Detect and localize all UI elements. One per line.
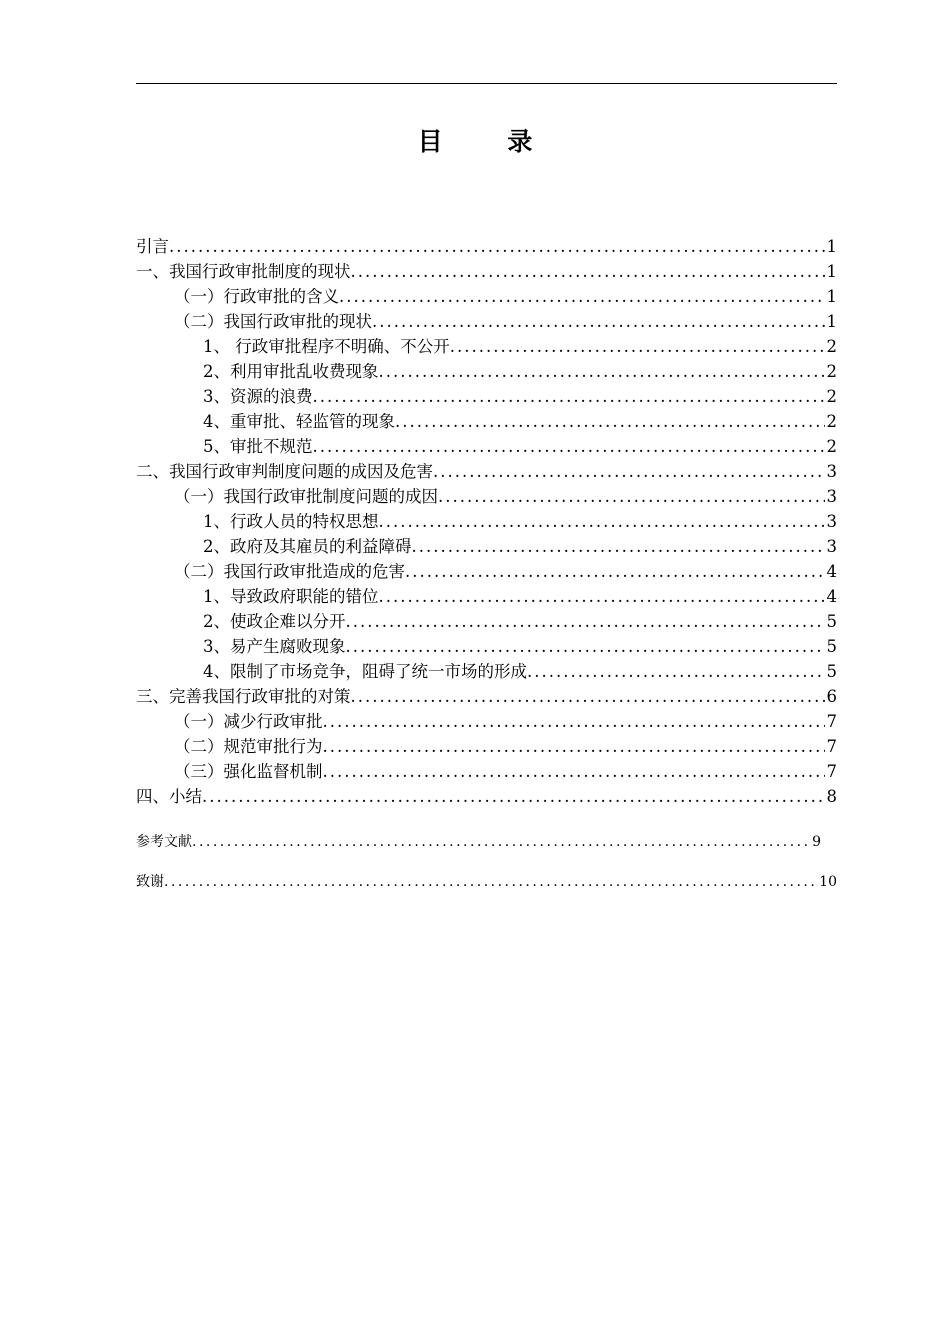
toc-page-number: 7 [826,712,837,731]
toc-entry[interactable] [136,784,837,809]
toc-page-number: 3 [826,537,837,556]
toc-entry[interactable] [136,284,837,309]
toc-entry[interactable] [136,459,837,484]
toc-entry-text: （二）我国行政审批的现状 [174,312,372,331]
toc-page-number: 10 [819,874,837,890]
leader-dots [346,634,825,659]
toc-entry-text: 致谢 [136,874,164,890]
toc-page-number: 7 [826,762,837,781]
toc-entry-text: 参考文献 [136,834,192,850]
leader-dots [438,484,825,509]
toc-page-number: 4 [826,587,837,606]
toc-entry-text: （一）我国行政审批制度问题的成因 [174,487,438,506]
toc-entry-text: （三）强化监督机制 [174,762,323,781]
toc-entry[interactable] [136,734,837,759]
toc-entry[interactable] [136,509,837,534]
leader-dots [192,832,810,852]
toc-entry[interactable] [136,659,837,684]
toc-entry-text: 3、易产生腐败现象 [203,637,346,656]
toc-entry-text: 三、完善我国行政审批的对策 [136,687,351,706]
toc-entry-text: （二）我国行政审批造成的危害 [174,562,405,581]
leader-dots [313,384,825,409]
toc-entry-text: 3、资源的浪费 [203,387,313,406]
table-of-contents [136,234,837,809]
back-matter [136,832,837,912]
toc-entry[interactable] [136,759,837,784]
toc-page-number: 9 [812,834,821,850]
toc-page-number: 7 [826,737,837,756]
toc-entry[interactable] [136,584,837,609]
toc-page-number: 5 [826,612,837,631]
toc-entry[interactable] [136,434,837,459]
toc-entry[interactable] [136,609,837,634]
toc-page-number: 4 [826,562,837,581]
toc-entry[interactable] [136,684,837,709]
toc-entry-text: 2、政府及其雇员的利益障碍 [203,537,412,556]
leader-dots [323,709,825,734]
toc-entry[interactable] [136,484,837,509]
page-title: 目 录 [417,127,561,156]
toc-page-number: 8 [826,787,837,806]
toc-entry-text: 1、 行政审批程序不明确、不公开 [203,337,450,356]
toc-page-number: 5 [826,662,837,681]
toc-page-number: 5 [826,637,837,656]
header-rule [136,83,837,84]
toc-entry[interactable] [136,709,837,734]
toc-entry[interactable] [136,534,837,559]
leader-dots [450,334,825,359]
toc-entry[interactable] [136,384,837,409]
toc-entry-text: 1、行政人员的特权思想 [203,512,379,531]
toc-entry-text: 二、我国行政审判制度问题的成因及危害 [136,462,433,481]
leader-dots [351,684,825,709]
leader-dots [169,234,825,259]
toc-entry[interactable] [136,234,837,259]
leader-dots [323,734,825,759]
toc-page-number: 1 [826,262,837,281]
leader-dots [527,659,825,684]
leader-dots [313,434,825,459]
toc-page-number: 2 [826,387,837,406]
toc-page-number: 2 [826,337,837,356]
toc-entry-text: 2、利用审批乱收费现象 [203,362,379,381]
leader-dots [346,609,825,634]
leader-dots [379,584,825,609]
toc-entry-text: 一、我国行政审批制度的现状 [136,262,351,281]
leader-dots [405,559,825,584]
toc-entry-acknowledgements[interactable] [136,872,837,912]
toc-page-number: 2 [826,412,837,431]
leader-dots [351,259,825,284]
toc-entry[interactable] [136,409,837,434]
toc-entry-references[interactable] [136,832,821,872]
toc-entry-text: 4、限制了市场竞争，阻碍了统一市场的形成 [203,662,527,681]
toc-entry-text: 四、小结 [136,787,202,806]
toc-entry[interactable] [136,559,837,584]
toc-page-number: 2 [826,437,837,456]
toc-entry-text: 4、重审批、轻监管的现象 [203,412,395,431]
leader-dots [339,284,825,309]
toc-entry[interactable] [136,334,837,359]
leader-dots [202,784,825,809]
toc-entry[interactable] [136,634,837,659]
leader-dots [433,459,825,484]
toc-page-number: 1 [826,237,837,256]
toc-entry[interactable] [136,259,837,284]
toc-entry[interactable] [136,359,837,384]
toc-page-number: 3 [826,487,837,506]
leader-dots [412,534,825,559]
toc-page-number: 1 [826,312,837,331]
toc-page-number: 2 [826,362,837,381]
toc-entry-text: 5、审批不规范 [203,437,313,456]
toc-entry-text: 引言 [136,237,169,256]
leader-dots [379,359,825,384]
leader-dots [323,759,825,784]
toc-page-number: 3 [826,512,837,531]
toc-entry-text: 1、导致政府职能的错位 [203,587,379,606]
leader-dots [395,409,825,434]
toc-entry-text: 2、使政企难以分开 [203,612,346,631]
leader-dots [164,872,817,892]
toc-entry[interactable] [136,309,837,334]
leader-dots [379,509,825,534]
toc-entry-text: （一）行政审批的含义 [174,287,339,306]
toc-entry-text: （二）规范审批行为 [174,737,323,756]
toc-page-number: 6 [826,687,837,706]
toc-entry-text: （一）减少行政审批 [174,712,323,731]
leader-dots [372,309,825,334]
toc-page-number: 1 [826,287,837,306]
toc-page-number: 3 [826,462,837,481]
